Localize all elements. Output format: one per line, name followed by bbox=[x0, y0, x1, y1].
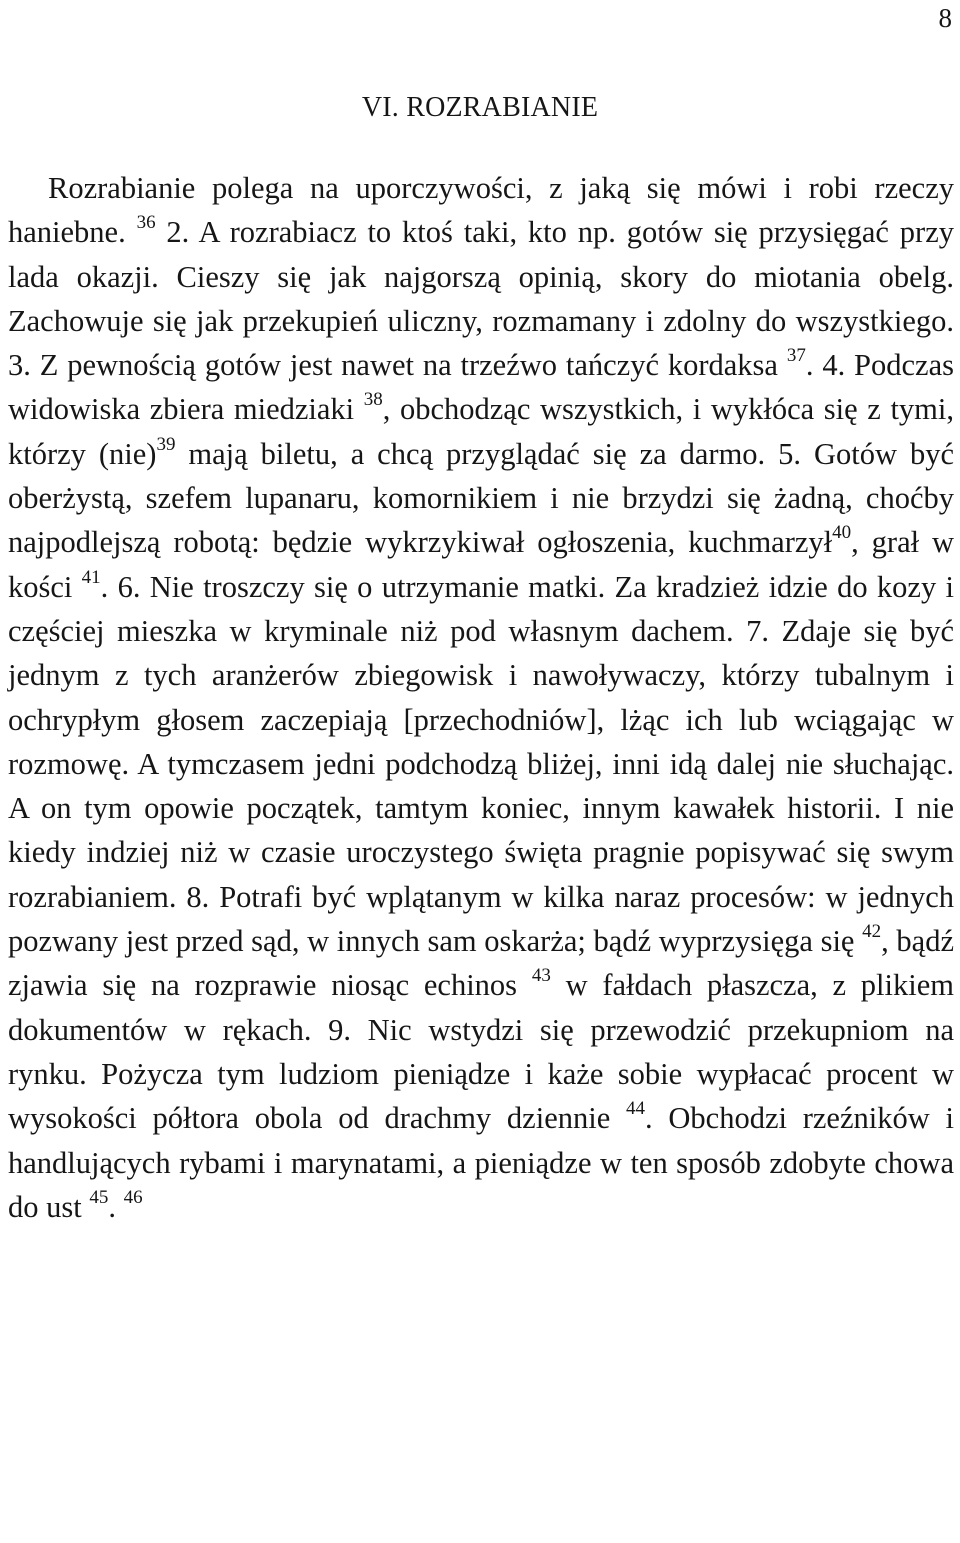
footnote-ref-45: 45 bbox=[89, 1186, 109, 1208]
footnote-ref-38: 38 bbox=[363, 389, 383, 411]
text-run: mają biletu, a chcą przyglądać się za darmo. 5. Gotów być oberżystą, szefem lupanaru, komornikiem i nie brzydzi się żadną, choćby najpodlejszą robotą: będzie wykrzykiwał ogłoszenia, kuchmarzył bbox=[8, 436, 954, 560]
footnote-ref-36: 36 bbox=[136, 212, 156, 234]
text-run: . bbox=[108, 1189, 124, 1224]
footnote-ref-44: 44 bbox=[626, 1098, 646, 1120]
text-run: . 4. Podczas widowiska zbiera miedziaki bbox=[8, 348, 954, 427]
footnote-ref-40: 40 bbox=[832, 522, 852, 544]
footnote-ref-42: 42 bbox=[862, 920, 882, 942]
text-run: w fałdach płaszcza, z plikiem dokumentów w rękach. 9. Nic wstydzi się przewodzić przekupniom na rynku. Pożycza tym ludziom pieniądze i każe sobie wypłacać procent w wysokości półtora obola od drachmy dziennie bbox=[8, 968, 954, 1136]
footnote-ref-46: 46 bbox=[123, 1186, 143, 1208]
footnote-ref-39: 39 bbox=[156, 433, 176, 455]
text-run: . 6. Nie troszczy się o utrzymanie matki. Za kradzież idzie do kozy i częściej mieszka w kryminale niż pod własnym dachem. 7. Zdaje się być jednym z tych aranżerów zbiegowisk i nawoływaczy, którzy tubalnym i ochrypłym głosem zaczepiają [przechodniów], lżąc ich lub wciągając w rozmowę. A tymczasem jedni podchodzą bliżej, inni idą dalej nie słuchając. A on tym opowie początek, tamtym koniec, innym kawałek historii. I nie kiedy indziej niż w czasie uroczystego święta pragnie popisywać się swym rozrabianiem. 8. Potrafi być wplątanym w kilka naraz procesów: w jednych pozwany jest przed sąd, w innych sam oskarża; bądź wyprzysięga się bbox=[8, 569, 954, 959]
footnote-ref-41: 41 bbox=[81, 566, 101, 588]
text-run: Rozrabianie polega na uporczywości, z jaką się mówi i robi rzeczy haniebne. bbox=[8, 171, 954, 250]
text-run: , grał w kości bbox=[8, 525, 954, 604]
body-paragraph bbox=[8, 166, 954, 1229]
chapter-title: VI. ROZRABIANIE bbox=[361, 92, 599, 123]
footnote-ref-43: 43 bbox=[531, 965, 551, 987]
footnote-ref-37: 37 bbox=[786, 345, 806, 367]
text-run: , obchodząc wszystkich, i wykłóca się z tymi, którzy (nie) bbox=[8, 392, 954, 471]
text-run: . Obchodzi rzeźników i handlujących rybami i marynatami, a pieniądze w ten sposób zdobyte chowa do ust bbox=[8, 1101, 954, 1224]
text-run: 2. A rozrabiacz to ktoś taki, kto np. gotów się przysięgać przy lada okazji. Cieszy się jak najgorszą opinią, skory do miotania obelg. Zachowuje się jak przekupień uliczny, rozmamany i zdolny do wszystkiego. 3. Z pewnością gotów jest nawet na trzeźwo tańczyć kordaksa bbox=[8, 215, 954, 383]
page-number: 8 bbox=[938, 3, 952, 33]
text-run: , bądź zjawia się na rozprawie niosąc echinos bbox=[8, 924, 955, 1003]
